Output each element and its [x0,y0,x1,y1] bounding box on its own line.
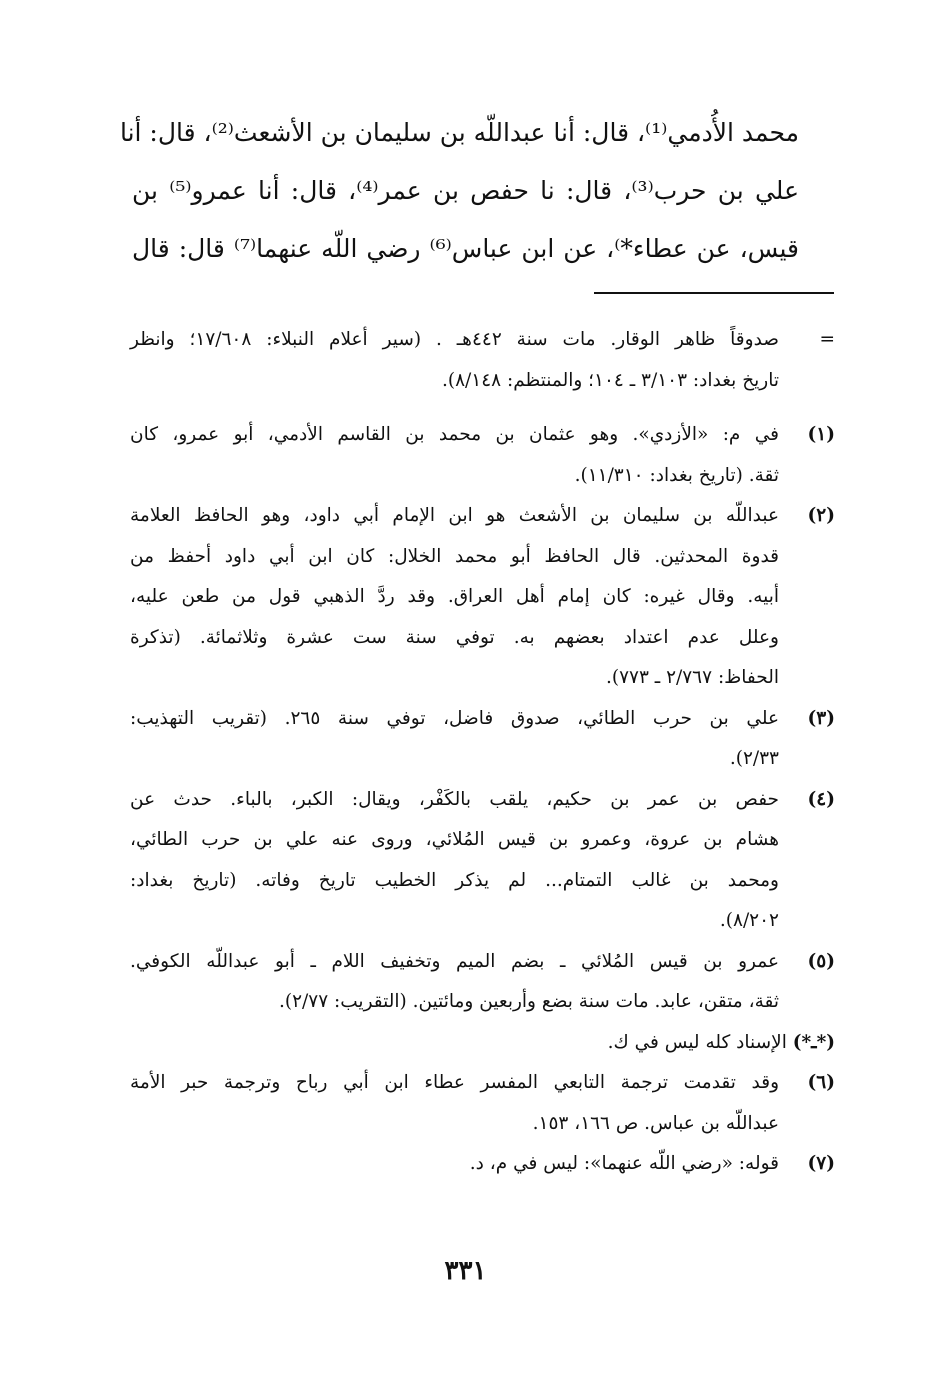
footnote-line: ٢/٣٣). [729,748,779,769]
footnote-5 [130,942,835,1023]
footnotes [130,320,835,1185]
footnote-line: عبداللّه بن سليمان بن الأشعث هو ابن الإمام أبي داود، وهو الحافظ العلامة [130,505,779,526]
footnote-marker: (١) [807,424,835,445]
footnote-marker: (٤) [807,788,835,810]
footnote-marker: (٦) [807,1072,835,1093]
footnote-line [130,1023,835,1064]
footnote-7 [130,1144,835,1185]
footnote-marker: (٧) [807,1153,835,1174]
footnote-marker: (٢) [807,505,835,526]
main-text-line: محمد الأُدمي⁽¹⁾، قال: أنا عبداللّه بن سليمان بن الأشعث⁽²⁾، قال: أنا [119,118,799,147]
footnote-line: صدوقاً ظاهر الوقار. مات سنة ٤٤٢هـ . (سير أعلام النبلاء: ١٧/٦٠٨؛ وانظر [130,329,779,350]
footnote-line: في م: «الأزدي». وهو عثمان بن محمد بن القاسم الأدمي، أبو عمرو، كان [130,424,779,445]
footnote-6 [130,1063,835,1144]
footnote-line: هشام بن عروة، وعمرو بن قيس المُلائي، وروى عنه علي بن حرب الطائي، [130,829,779,850]
footnote-continuation [130,320,835,401]
footnote-line: أبيه. وقال غيره: كان إمام أهل العراق. وقد ردَّ الذهبي قول من طعن عليه، [130,586,779,607]
main-text-line: قيس، عن عطاء*⁾، عن ابن عباس⁽⁶⁾ رضي اللّه عنهما⁽⁷⁾ قال: قال [132,234,799,263]
footnote-separator [594,292,834,294]
footnote-text: الإسناد كله ليس في ك. [607,1031,787,1053]
footnote-line: عمرو بن قيس المُلائي ـ بضم الميم وتخفيف اللام ـ أبو عبداللّه الكوفي. [130,950,779,972]
footnote-line: وقد تقدمت ترجمة التابعي المفسر عطاء ابن أبي رباح وترجمة حبر الأمة [130,1072,779,1093]
footnote-3 [130,699,835,780]
footnote-line: قوله: «رضي اللّه عنهما»: ليس في م، د. [469,1153,779,1174]
footnote-marker: (*ـ*) [792,1031,835,1053]
main-text-line: علي بن حرب⁽³⁾، قال: نا حفص بن عمر⁽⁴⁾، قال: أنا عمرو⁽⁵⁾ بن [132,176,799,205]
footnote-line: عبداللّه بن عباس. ص ١٦٦، ١٥٣. [532,1112,779,1134]
footnote-line: ثقة. (تاريخ بغداد: ١١/٣١٠). [574,464,779,486]
footnote-line: قدوة المحدثين. قال الحافظ أبو محمد الخلال: كان ابن أبي داود أحفظ من [130,545,779,567]
footnote-marker: = [819,329,835,350]
footnote-line: ثقة، متقن، عابد. مات سنة بضع وأربعين ومائتين. (التقريب: ٢/٧٧). [279,991,779,1012]
footnote-line: علي بن حرب الطائي، صدوق فاضل، توفي سنة ٢٦٥. (تقريب التهذيب: [130,707,779,729]
page-number: ٣٣١ [444,1256,487,1286]
footnote-4 [130,780,835,942]
footnote-1 [130,415,835,496]
footnote-line: ٨/٢٠٢). [719,910,779,931]
footnote-line: الحفاظ: ٢/٧٦٧ ـ ٧٧٣). [605,667,779,688]
footnote-2 [130,496,835,699]
footnote-line: تاريخ بغداد: ٣/١٠٣ ـ ١٠٤؛ والمنتظم: ٨/١٤٨). [442,369,779,391]
footnote-star [130,1023,835,1064]
footnote-marker: (٣) [807,707,835,729]
footnote-line: ومحمد بن غالب التمتام... لم يذكر الخطيب تاريخ وفاته. (تاريخ بغداد: [130,869,779,891]
main-text [119,104,799,278]
footnote-line: حفص بن عمر بن حكيم، يلقب بالكَفْر، ويقال: الكبر، بالباء. حدث عن [130,788,779,810]
footnote-line: وعلل عدم اعتداد بعضهم به. توفي سنة ست عشرة وثلاثمائة. (تذكرة [130,626,779,648]
footnote-marker: (٥) [807,950,835,972]
